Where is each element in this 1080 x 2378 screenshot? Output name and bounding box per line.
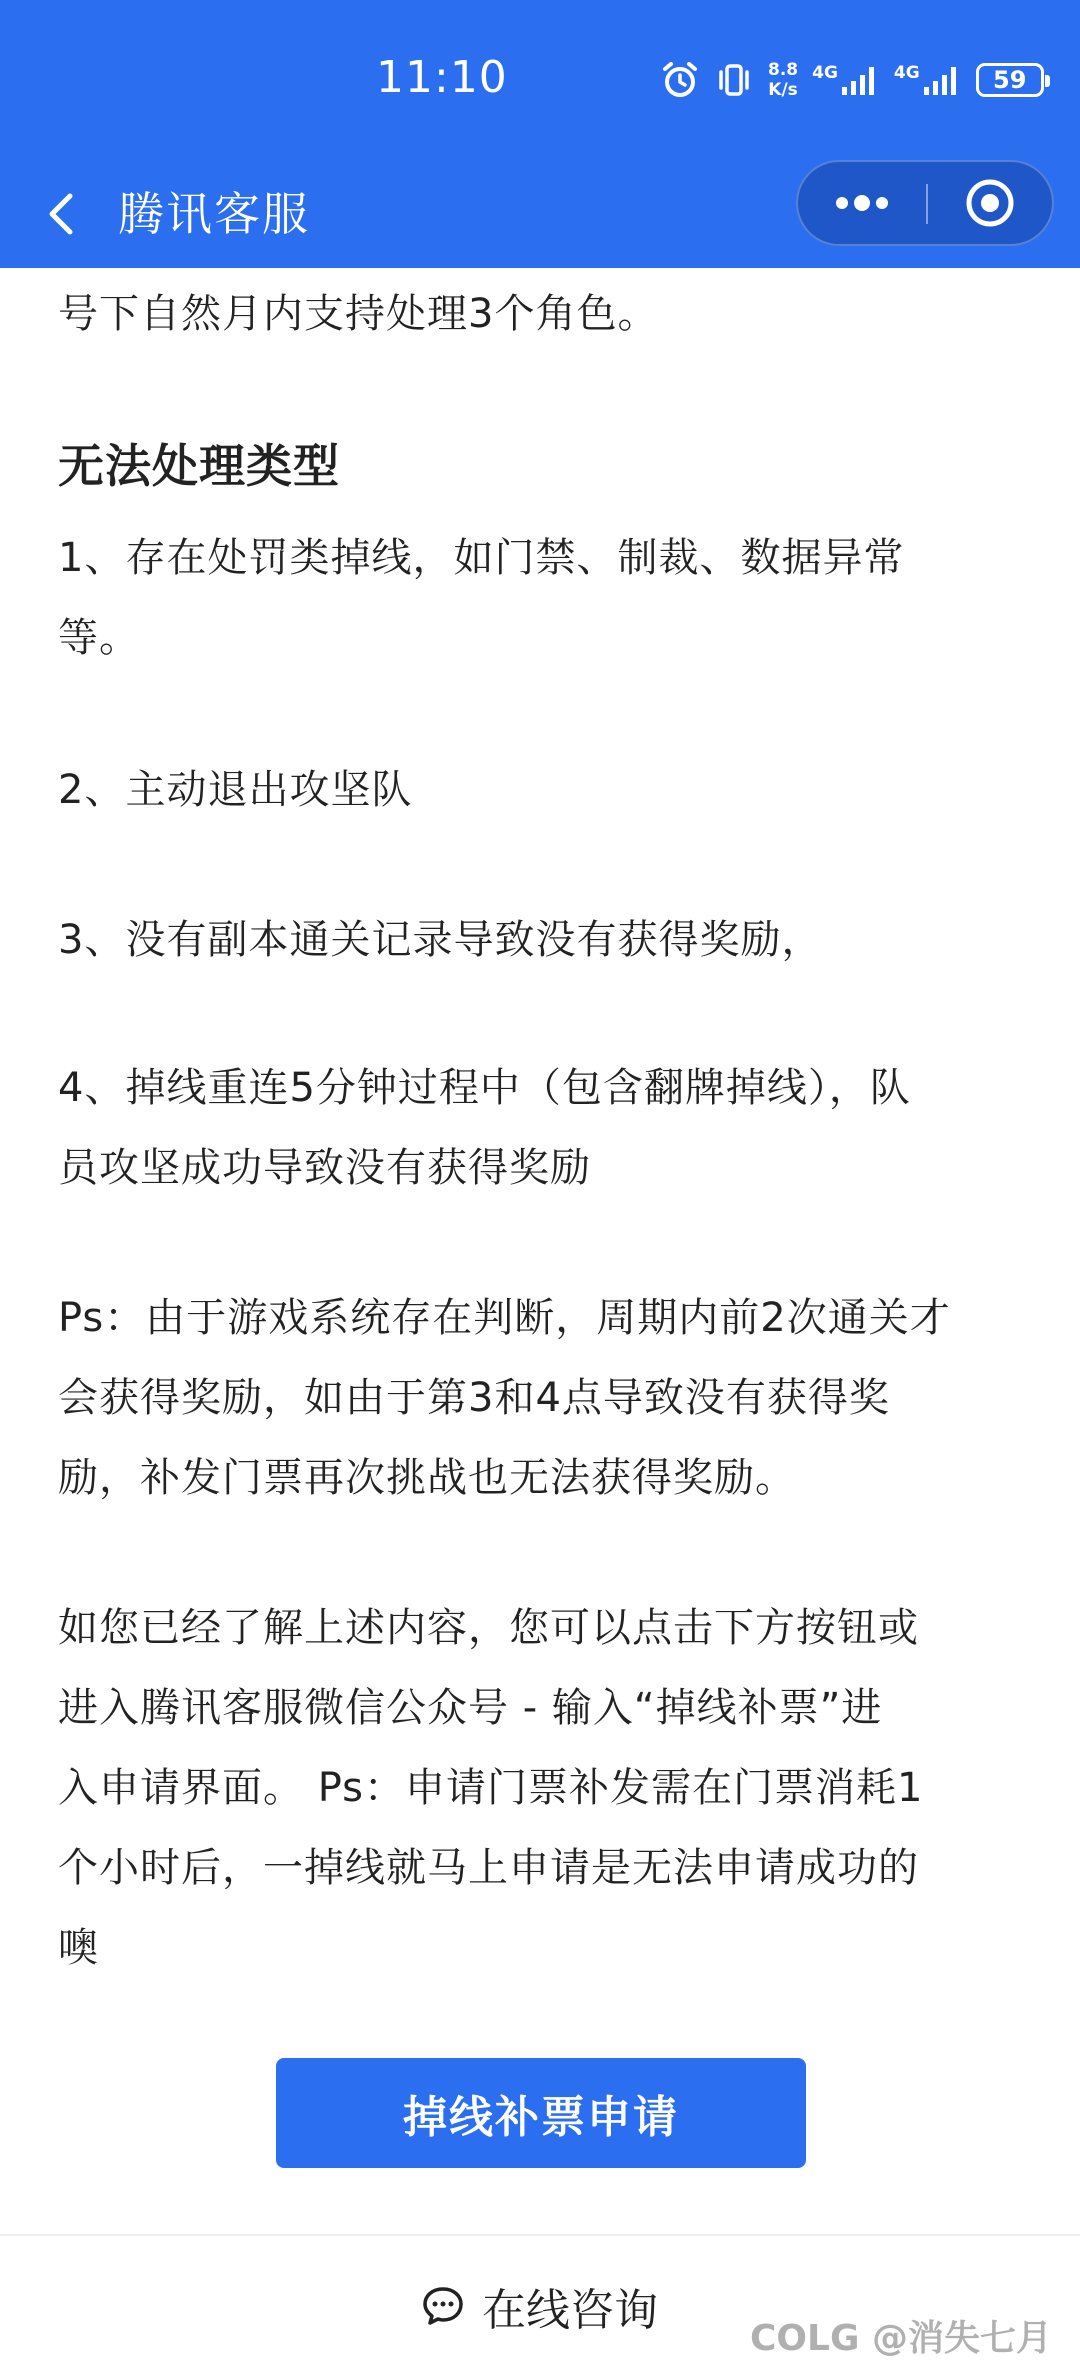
network-speed-value: 8.8 (768, 60, 799, 80)
status-time: 11:10 (376, 52, 508, 103)
online-consult-label: 在线咨询 (482, 2285, 658, 2336)
status-icons (660, 56, 1044, 104)
item-4-line-1: 4、掉线重连5分钟过程中（包含翻牌掉线），队 (58, 1065, 911, 1111)
back-button[interactable] (40, 178, 80, 248)
status-bar (0, 0, 1080, 160)
note-line-1: 如您已经了解上述内容，您可以点击下方按钮或 (58, 1605, 919, 1651)
apply-ticket-button[interactable]: 掉线补票申请 (276, 2058, 806, 2168)
nav-bar (0, 160, 1080, 268)
note-line-2: 进入腾讯客服微信公众号 - 输入“掉线补票”进 (58, 1685, 883, 1731)
page-title: 腾讯客服 (118, 187, 310, 241)
more-button[interactable] (798, 162, 926, 244)
ps-line-2: 会获得奖励，如由于第3和4点导致没有获得奖 (58, 1375, 890, 1421)
target-close-icon (928, 162, 1054, 244)
close-miniprogram-button[interactable] (928, 162, 1054, 244)
chat-bubble-icon (420, 2283, 466, 2329)
mini-program-capsule (796, 160, 1054, 246)
top-bar (0, 0, 1080, 268)
more-dots-icon (798, 162, 926, 244)
item-1-line-1: 1、存在处罚类掉线，如门禁、制裁、数据异常 (58, 535, 905, 581)
intro-tail: 号下自然月内支持处理3个角色。 (58, 291, 659, 337)
signal-icon (812, 63, 880, 97)
network-speed (768, 60, 798, 100)
online-consult-button[interactable] (420, 2274, 658, 2338)
battery-icon (976, 63, 1044, 97)
alarm-icon (660, 60, 700, 100)
ps-line-3: 励，补发门票再次挑战也无法获得奖励。 (58, 1455, 796, 1501)
note-line-3: 入申请界面。 Ps：申请门票补发需在门票消耗1 (58, 1765, 924, 1811)
battery-level: 59 (993, 66, 1027, 94)
watermark: COLG @消失七月 (750, 2318, 1053, 2359)
bottom-bar (0, 2234, 1080, 2378)
chevron-left-icon (40, 178, 80, 248)
signal-label-1: 4G (812, 63, 838, 83)
item-4-line-2: 员攻坚成功导致没有获得奖励 (58, 1145, 591, 1191)
network-speed-unit: K/s (768, 80, 798, 100)
signal-icon-2 (894, 63, 962, 97)
note-line-5: 噢 (58, 1925, 99, 1971)
note-line-4: 个小时后，一掉线就马上申请是无法申请成功的 (58, 1845, 919, 1891)
item-1-line-2: 等。 (58, 615, 140, 661)
section-heading: 无法处理类型 (58, 439, 340, 493)
item-3: 3、没有副本通关记录导致没有获得奖励， (58, 917, 823, 963)
item-2: 2、主动退出攻坚队 (58, 767, 413, 813)
vibrate-icon (714, 60, 754, 100)
signal-label-2: 4G (893, 63, 920, 83)
ps-line-1: Ps：由于游戏系统存在判断，周期内前2次通关才 (58, 1295, 951, 1341)
